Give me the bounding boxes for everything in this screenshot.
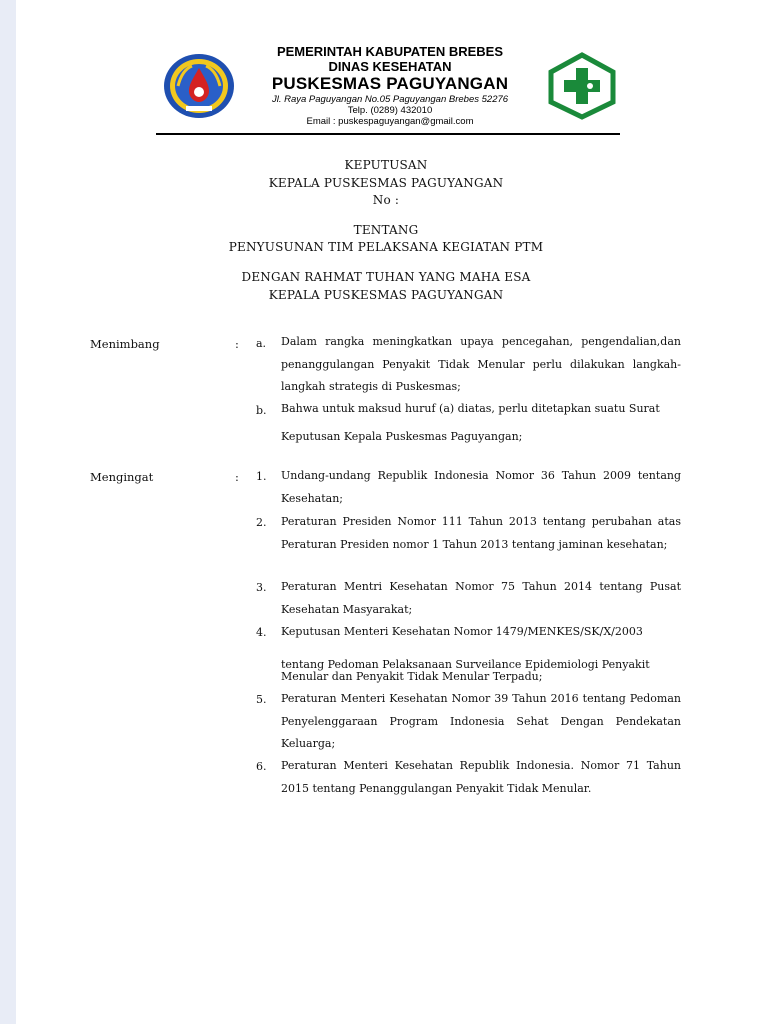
item-marker: b. [256, 404, 267, 417]
title-rahmat: DENGAN RAHMAT TUHAN YANG MAHA ESA [241, 270, 531, 284]
letterhead-line2: DINAS KESEHATAN [328, 59, 452, 74]
letterhead-email: Email : puskespaguyangan@gmail.com [306, 116, 474, 127]
item-text: Peraturan Menteri Kesehatan Nomor 39 Tahun 2016 tentang Pedoman Penyelenggaraan Program Indonesia Sehat Dengan Pendekatan Keluarga; [281, 692, 681, 750]
letterhead-address: Jl. Raya Paguyangan No.05 Paguyangan Brebes 52276 [271, 94, 509, 105]
item-text: Peraturan Presiden Nomor 111 Tahun 2013 tentang perubahan atas Peraturan Presiden nomor 1 Tahun 2013 tentang jaminan kesehatan; [281, 515, 681, 551]
item-marker: 5. [256, 693, 267, 706]
item-marker: 3. [256, 581, 267, 594]
title-tentang: TENTANG [353, 223, 419, 237]
item-marker: a. [256, 337, 267, 350]
mengingat-colon: : [235, 470, 239, 484]
brebes-regency-emblem-icon [162, 52, 236, 120]
item-text: Keputusan Kepala Puskesmas Paguyangan; [281, 430, 523, 443]
item-marker: 2. [256, 516, 267, 529]
title-subject: PENYUSUNAN TIM PELAKSANA KEGIATAN PTM [228, 240, 544, 254]
item-marker: 6. [256, 760, 267, 773]
letterhead-phone: Telp. (0289) 432010 [347, 105, 433, 116]
title-nomor: No : [372, 193, 400, 207]
title-keputusan: KEPUTUSAN [344, 158, 428, 172]
item-marker: 1. [256, 470, 267, 483]
item-text: tentang Pedoman Pelaksanaan Surveilance Epidemiologi Penyakit Menular dan Penyakit Tidak Menular Terpadu; [281, 658, 650, 683]
item-text: Undang-undang Republik Indonesia Nomor 36 Tahun 2009 tentang Kesehatan; [281, 469, 681, 505]
menimbang-label: Menimbang [90, 337, 160, 351]
item-text: Peraturan Mentri Kesehatan Nomor 75 Tahun 2014 tentang Pusat Kesehatan Masyarakat; [281, 580, 681, 616]
title-kepala-2: KEPALA PUSKESMAS PAGUYANGAN [268, 288, 504, 302]
item-marker: 4. [256, 626, 267, 639]
item-text: Peraturan Menteri Kesehatan Republik Indonesia. Nomor 71 Tahun 2015 tentang Penanggulangan Penyakit Tidak Menular. [281, 759, 681, 795]
letterhead-line1: PEMERINTAH KABUPATEN BREBES [276, 44, 504, 59]
mengingat-label: Mengingat [90, 470, 154, 484]
puskesmas-cross-logo-icon [548, 52, 616, 120]
letterhead-line3: PUSKESMAS PAGUYANGAN [271, 74, 509, 93]
menimbang-colon: : [235, 337, 239, 351]
item-text: Dalam rangka meningkatkan upaya pencegahan, pengendalian,dan penanggulangan Penyakit Tidak Menular perlu dilakukan langkah-langkah strategis di Puskesmas; [281, 335, 681, 393]
item-text: Bahwa untuk maksud huruf (a) diatas, perlu ditetapkan suatu Surat [281, 402, 660, 415]
header-divider [156, 133, 620, 135]
document-page [16, 0, 768, 1024]
letterhead [240, 44, 540, 127]
title-kepala: KEPALA PUSKESMAS PAGUYANGAN [268, 176, 504, 190]
item-text: Keputusan Menteri Kesehatan Nomor 1479/MENKES/SK/X/2003 [281, 625, 643, 638]
